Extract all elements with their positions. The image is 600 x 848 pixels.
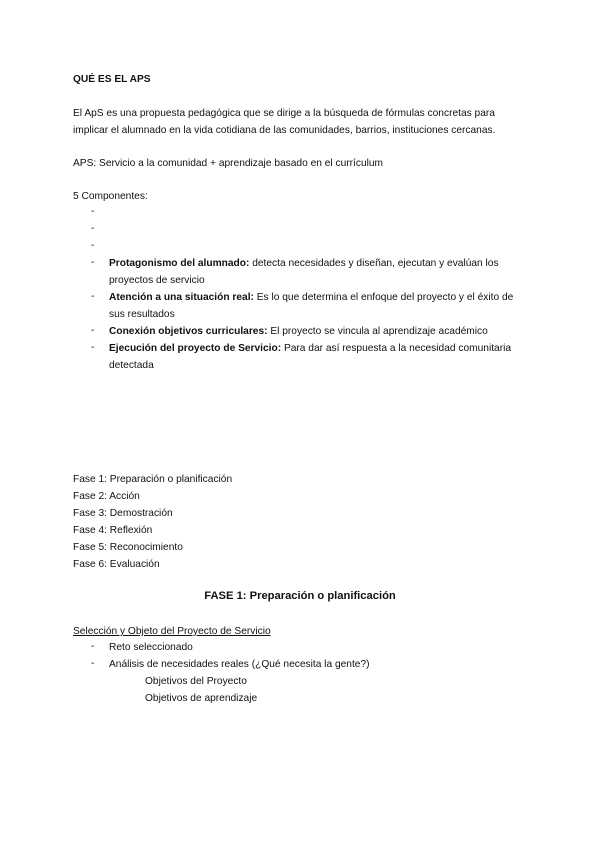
intro-line-2: implicar el alumnado en la vida cotidiana de las comunidades, barrios, instituciones cercanas. <box>73 125 496 136</box>
phase-item: Fase 6: Evaluación <box>73 559 160 570</box>
empty-bullet: - <box>91 223 95 234</box>
component-item <box>109 340 529 374</box>
phase-item: Fase 5: Reconocimiento <box>73 542 183 553</box>
list-bullet: - <box>91 325 95 336</box>
component-text: Para dar así respuesta a la necesidad comunitaria detectada <box>109 343 512 371</box>
list-bullet: - <box>91 291 95 302</box>
page-title: QUÉ ES EL APS <box>73 74 151 85</box>
list-bullet: - <box>91 658 95 669</box>
list-bullet: - <box>91 257 95 268</box>
component-item <box>109 255 529 289</box>
component-text: El proyecto se vincula al aprendizaje académico <box>267 326 488 337</box>
sub-item: Objetivos de aprendizaje <box>145 693 258 704</box>
sub-item: Objetivos del Proyecto <box>145 676 247 687</box>
formula-text: APS: Servicio a la comunidad + aprendizaje basado en el currículum <box>73 158 384 169</box>
component-item <box>109 289 529 323</box>
component-text: detecta necesidades y diseñan, ejecutan y evalúan los proyectos de servicio <box>109 258 499 286</box>
list-bullet: - <box>91 342 95 353</box>
component-item <box>109 323 529 340</box>
list-item: Análisis de necesidades reales (¿Qué necesita la gente?) <box>109 659 370 670</box>
phase-item: Fase 2: Acción <box>73 491 140 502</box>
component-term: Protagonismo del alumnado: <box>109 258 250 269</box>
components-heading: 5 Componentes: <box>73 191 148 202</box>
subsection-heading: Selección y Objeto del Proyecto de Servicio <box>73 626 271 637</box>
empty-bullet: - <box>91 206 95 217</box>
list-item: Reto seleccionado <box>109 642 193 653</box>
component-term: Conexión objetivos curriculares: <box>109 326 268 337</box>
phase-item: Fase 4: Reflexión <box>73 525 153 536</box>
phase-item: Fase 1: Preparación o planificación <box>73 474 233 485</box>
empty-bullet: - <box>91 240 95 251</box>
section-heading: FASE 1: Preparación o planificación <box>204 590 396 602</box>
component-term: Ejecución del proyecto de Servicio: <box>109 343 282 354</box>
list-bullet: - <box>91 641 95 652</box>
phase-item: Fase 3: Demostración <box>73 508 173 519</box>
component-term: Atención a una situación real: <box>109 292 254 303</box>
component-text: Es lo que determina el enfoque del proyecto y el éxito de sus resultados <box>109 292 514 320</box>
intro-line-1: El ApS es una propuesta pedagógica que se dirige a la búsqueda de fórmulas concretas para <box>73 108 495 119</box>
